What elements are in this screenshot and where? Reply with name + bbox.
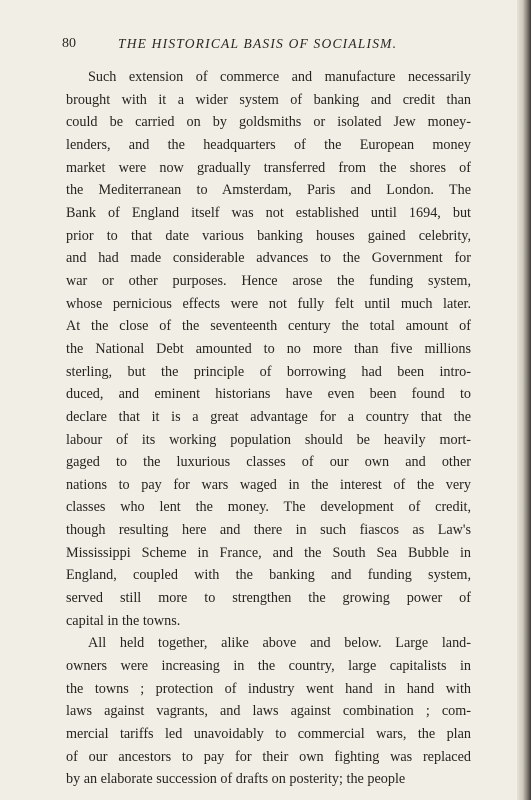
text-line: gaged to the luxurious classes of our own and other	[66, 454, 471, 471]
text-line: declare that it is a great advantage for a country that the	[66, 408, 471, 425]
text-line: prior to that date various banking houses gained celebrity,	[66, 227, 471, 244]
text-line: served still more to strengthen the growing power of	[66, 590, 471, 607]
text-line: though resulting here and there in such fiascos as Law's	[66, 522, 471, 539]
paragraph	[66, 632, 471, 791]
text-line: brought with it a wider system of banking and credit than	[66, 91, 471, 108]
body-text	[66, 66, 471, 791]
text-line: nations to pay for wars waged in the interest of the very	[66, 476, 471, 493]
text-line: and had made considerable advances to the Government for	[66, 250, 471, 267]
text-line: All held together, alike above and below. Large land-	[88, 635, 471, 652]
paragraph-container	[66, 66, 471, 791]
page-header	[62, 36, 470, 56]
text-line: the Mediterranean to Amsterdam, Paris and London. The	[66, 182, 471, 199]
text-line: of our ancestors to pay for their own fighting was replaced	[66, 748, 471, 765]
text-line: capital in the towns.	[66, 612, 181, 629]
text-line: sterling, but the principle of borrowing had been intro-	[66, 363, 471, 380]
text-line: by an elaborate succession of drafts on posterity; the people	[66, 771, 406, 788]
running-title: THE HISTORICAL BASIS OF SOCIALISM.	[118, 36, 398, 51]
text-line: At the close of the seventeenth century the total amount of	[66, 318, 471, 335]
page-edge-shadow	[517, 0, 531, 800]
text-line: mercial tariffs led unavoidably to commercial wars, the plan	[66, 726, 471, 743]
text-line: the towns ; protection of industry went hand in hand with	[66, 680, 471, 697]
text-line: owners were increasing in the country, large capitalists in	[66, 658, 471, 675]
paragraph	[66, 66, 471, 632]
text-line: lenders, and the headquarters of the European money	[66, 136, 471, 153]
text-line: market were now gradually transferred from the shores of	[66, 159, 471, 176]
page-number: 80	[62, 36, 76, 51]
text-line: Mississippi Scheme in France, and the South Sea Bubble in	[66, 544, 471, 561]
text-line: England, coupled with the banking and funding system,	[66, 567, 471, 584]
text-line: the National Debt amounted to no more than five millions	[66, 340, 471, 357]
text-line: could be carried on by goldsmiths or isolated Jew money-	[66, 114, 471, 131]
text-line: classes who lent the money. The development of credit,	[66, 499, 471, 516]
text-line: whose pernicious effects were not fully felt until much later.	[66, 295, 471, 312]
text-line: Bank of England itself was not established until 1694, but	[66, 204, 471, 221]
text-line: duced, and eminent historians have even been found to	[66, 386, 471, 403]
text-line: labour of its working population should be heavily mort-	[66, 431, 471, 448]
text-line: war or other purposes. Hence arose the funding system,	[66, 272, 471, 289]
text-line: laws against vagrants, and laws against combination ; com-	[66, 703, 471, 720]
text-line: Such extension of commerce and manufacture necessarily	[88, 69, 471, 85]
